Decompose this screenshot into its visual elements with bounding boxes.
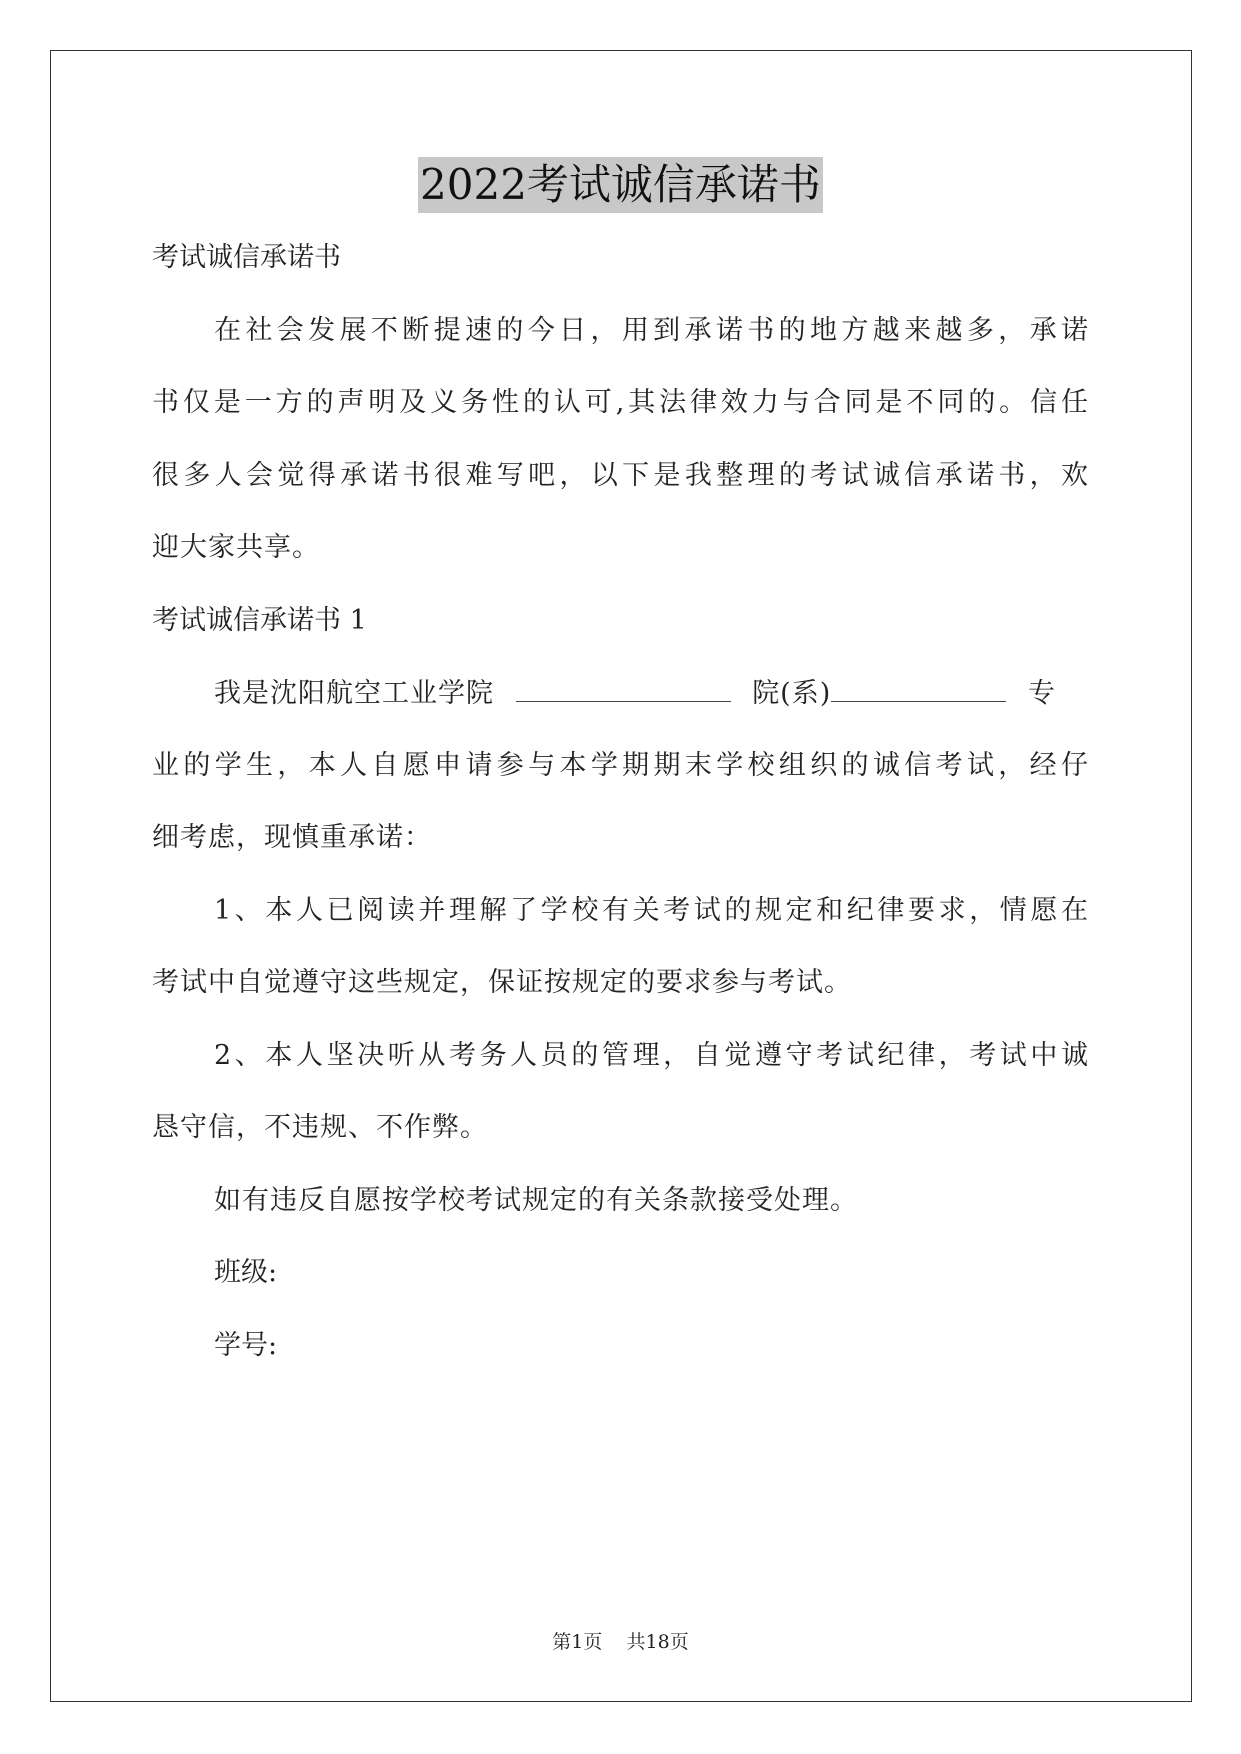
page-border bbox=[50, 50, 1192, 1702]
intro-line-4: 迎大家共享。 bbox=[152, 532, 320, 563]
item1-line-1: 1、本人已阅读并理解了学校有关考试的规定和纪律要求，情愿在 bbox=[214, 895, 1089, 926]
intro-line-1: 在社会发展不断提速的今日，用到承诺书的地方越来越多，承诺 bbox=[214, 315, 1089, 346]
intro-line-2: 书仅是一方的声明及义务性的认可,其法律效力与合同是不同的。信任 bbox=[152, 387, 1089, 418]
closing-statement: 如有违反自愿按学校考试规定的有关条款接受处理。 bbox=[214, 1185, 858, 1216]
page-footer bbox=[0, 1630, 1241, 1654]
statement-line-2: 业的学生，本人自愿申请参与本学期期末学校组织的诚信考试，经仔 bbox=[152, 750, 1089, 781]
student-id-label: 学号: bbox=[214, 1330, 278, 1361]
statement-line-3: 细考虑，现慎重承诺： bbox=[152, 822, 432, 853]
item1-line-2: 考试中自觉遵守这些规定，保证按规定的要求参与考试。 bbox=[152, 967, 852, 998]
class-label: 班级: bbox=[214, 1257, 278, 1288]
document-subtitle: 考试诚信承诺书 bbox=[152, 242, 341, 273]
title-container bbox=[0, 157, 1241, 213]
item2-line-2: 恳守信，不违规、不作弊。 bbox=[152, 1112, 488, 1143]
college-blank[interactable] bbox=[516, 675, 731, 702]
statement-line-1 bbox=[214, 675, 1056, 712]
major-blank[interactable] bbox=[831, 675, 1006, 702]
college-suffix: 院(系) bbox=[752, 678, 832, 709]
major-suffix: 专 bbox=[1027, 678, 1056, 709]
statement-prefix: 我是沈阳航空工业学院 bbox=[214, 678, 494, 709]
page-number: 第1页 bbox=[552, 1631, 603, 1653]
item2-line-1: 2、本人坚决听从考务人员的管理，自觉遵守考试纪律，考试中诚 bbox=[214, 1040, 1089, 1071]
intro-line-3: 很多人会觉得承诺书很难写吧，以下是我整理的考试诚信承诺书，欢 bbox=[152, 460, 1089, 491]
document-title: 2022考试诚信承诺书 bbox=[418, 157, 823, 213]
page-total: 共18页 bbox=[626, 1631, 689, 1653]
section-heading: 考试诚信承诺书 1 bbox=[152, 605, 367, 636]
